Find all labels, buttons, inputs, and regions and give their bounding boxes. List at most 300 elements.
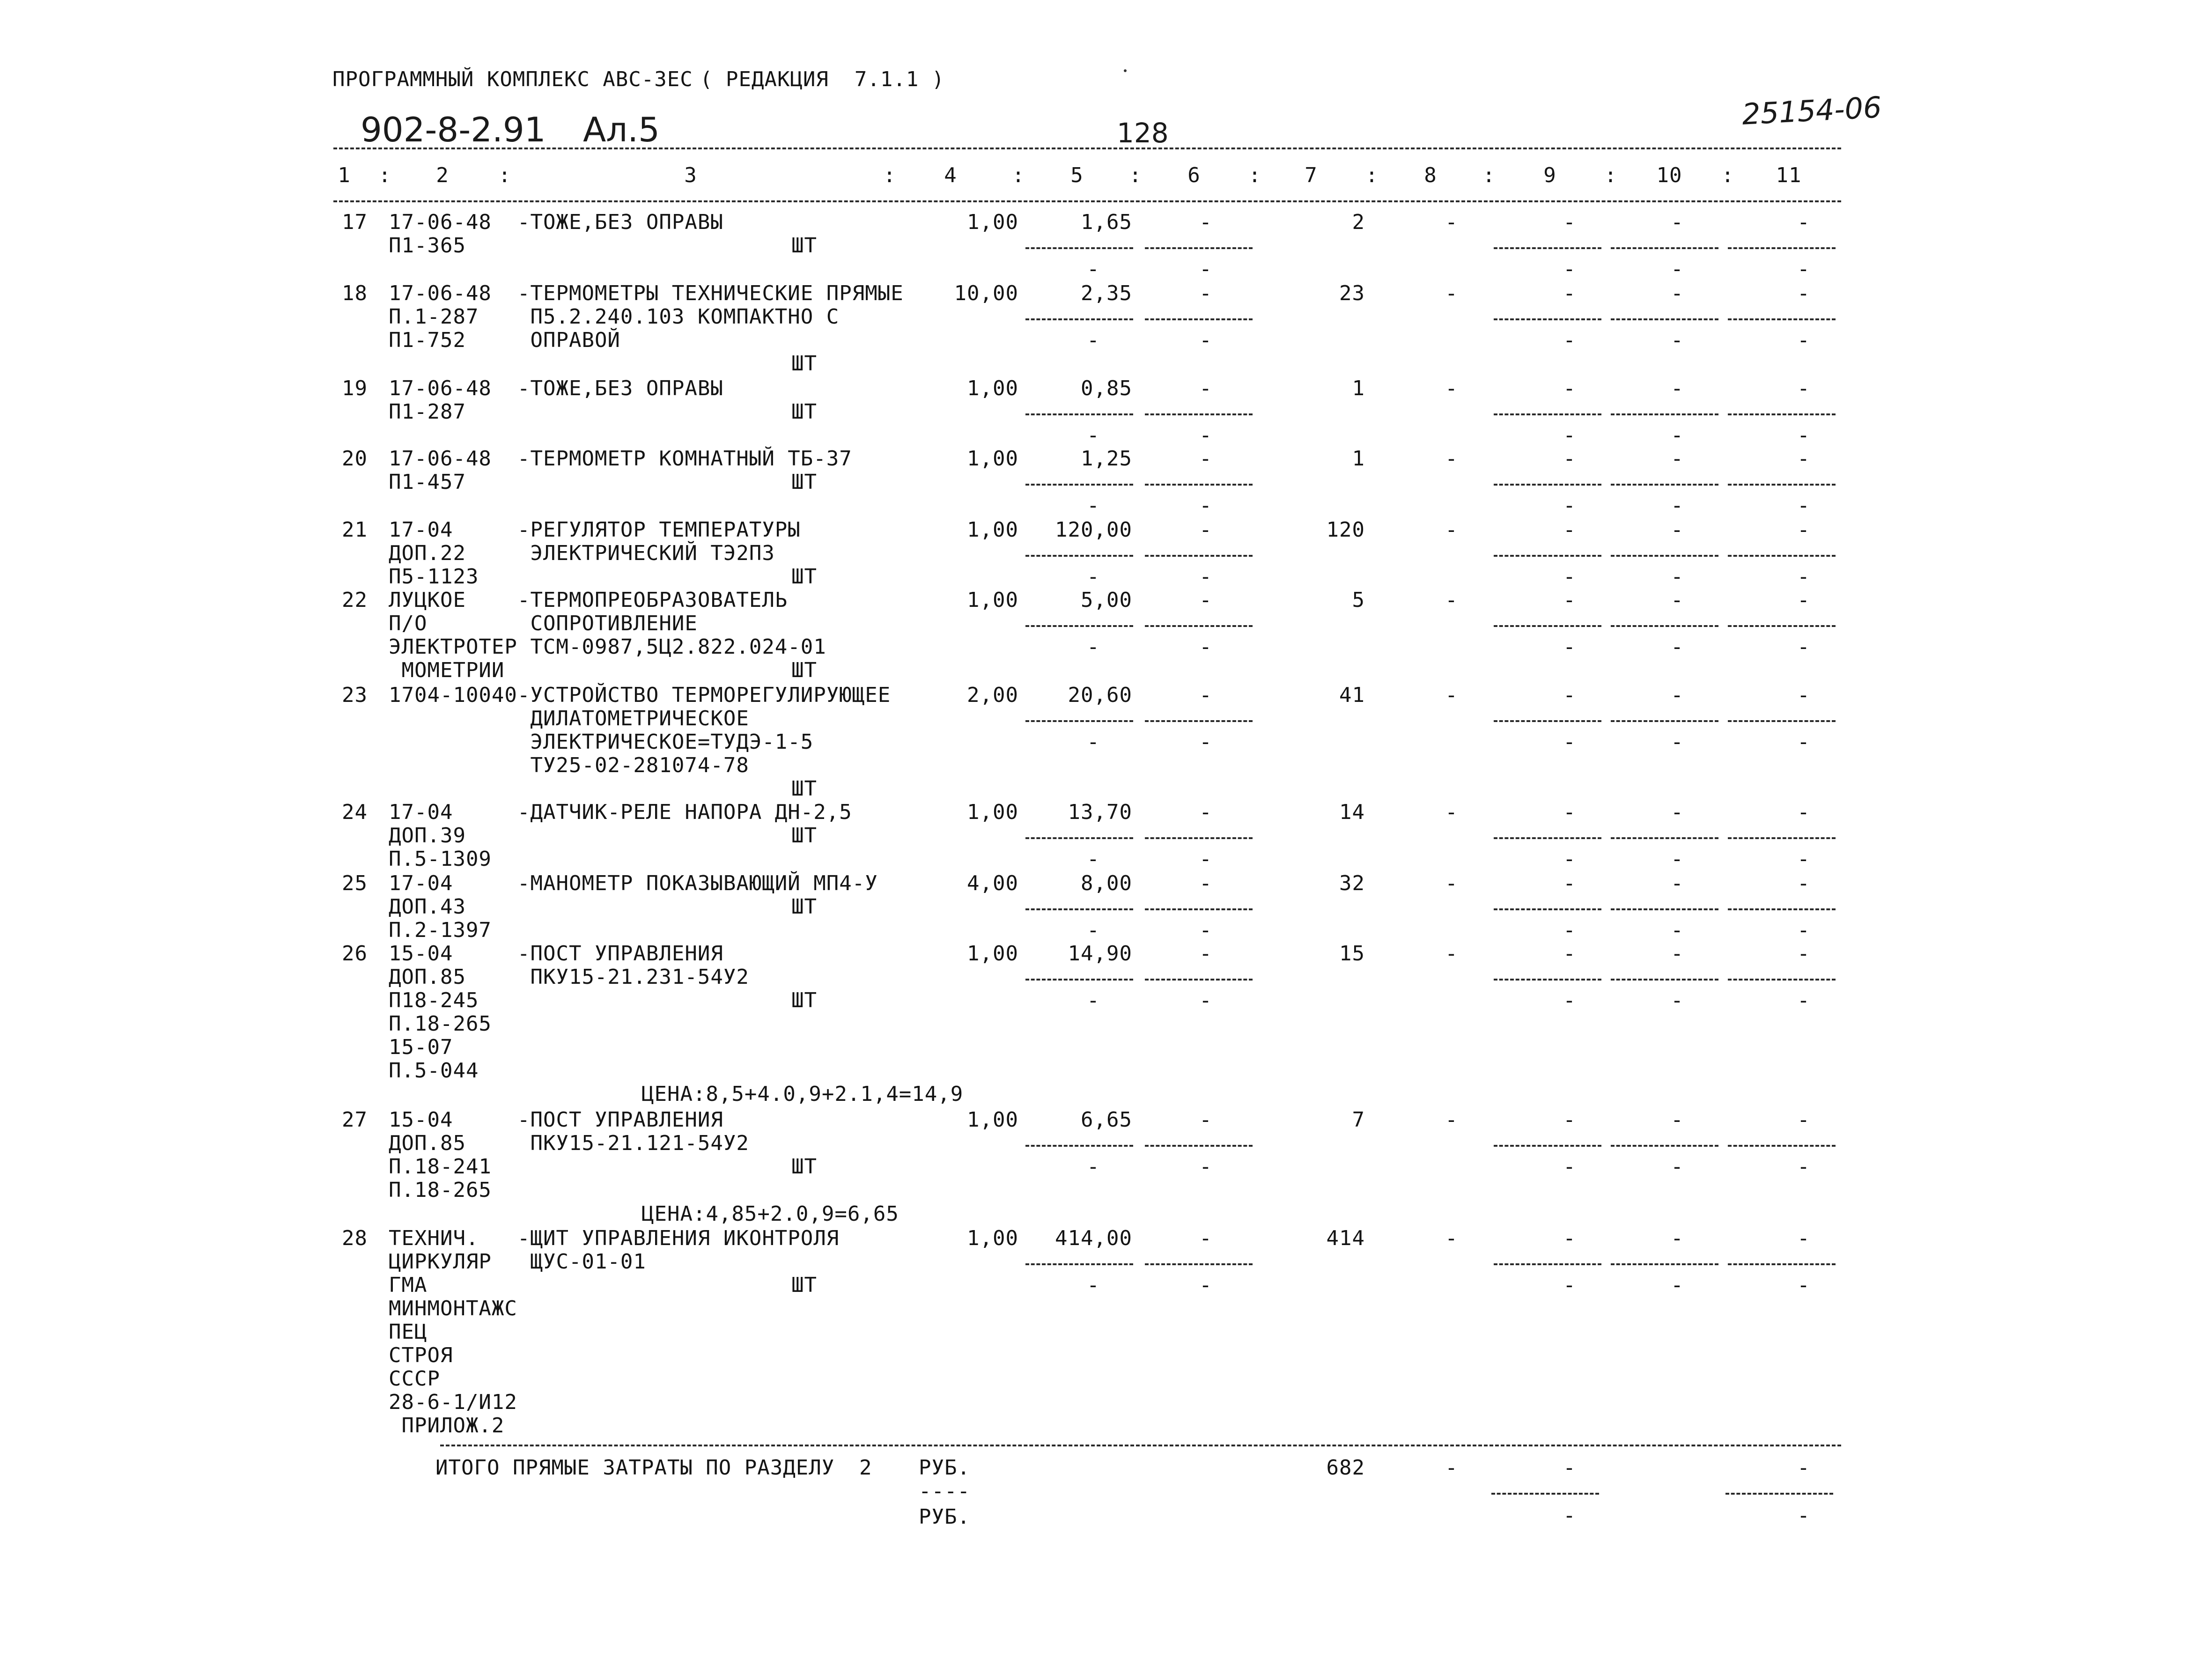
row-rule-c6 (1145, 318, 1253, 320)
total-section: 2 (859, 1456, 872, 1480)
row-rule-c10 (1611, 318, 1718, 320)
row-rule-c10 (1611, 837, 1718, 839)
row-c7: 1 (1352, 376, 1365, 400)
row-rule-c5 (1025, 555, 1133, 557)
row-sub-c5: - (1087, 565, 1100, 589)
row-unit: ШТ (791, 895, 817, 919)
row-c7: 2 (1352, 210, 1365, 234)
row-rule-c10 (1611, 1263, 1718, 1265)
row-code-line: П1-457 (389, 470, 466, 494)
row-c10: - (1671, 1226, 1684, 1250)
column-header-4: 4 (944, 163, 957, 187)
row-number: 19 (342, 376, 368, 400)
row-rule-c11 (1728, 908, 1836, 910)
row-c8: - (1445, 800, 1458, 824)
row-price: 0,85 (1081, 376, 1132, 400)
row-rule-c11 (1728, 625, 1836, 627)
row-unit: ШТ (791, 400, 817, 424)
row-code-line: П.2-1397 (389, 918, 492, 942)
row-sub-c9: - (1563, 730, 1576, 754)
row-sub-c5: - (1087, 730, 1100, 754)
row-sub-c10: - (1671, 1273, 1684, 1297)
row-number: 26 (342, 942, 368, 966)
row-sub-c11: - (1797, 635, 1810, 659)
row-sub-c5: - (1087, 1155, 1100, 1179)
row-sub-c9: - (1563, 423, 1576, 447)
total-c11-rule (1725, 1493, 1833, 1495)
row-rule-c5 (1025, 1145, 1133, 1147)
column-separator: : (1721, 163, 1734, 187)
column-separator: : (1365, 163, 1379, 187)
row-rule-c6 (1145, 720, 1253, 722)
row-c9: - (1563, 588, 1576, 612)
row-sub-c11: - (1797, 730, 1810, 754)
row-code-line: П1-287 (389, 400, 466, 424)
row-sub-c11: - (1797, 918, 1810, 942)
row-price: 1,25 (1081, 447, 1132, 471)
row-desc-line: -ЩИТ УПРАВЛЕНИЯ ИКОНТРОЛЯ (517, 1226, 840, 1250)
column-separator: : (883, 163, 896, 187)
row-qty: 1,00 (967, 1226, 1018, 1250)
total-label: ИТОГО ПРЯМЫЕ ЗАТРАТЫ ПО РАЗДЕЛУ (435, 1456, 835, 1480)
row-code-line: 17-06-48 (389, 376, 492, 400)
row-c11: - (1797, 518, 1810, 542)
row-sub-c6: - (1199, 918, 1212, 942)
row-c8: - (1445, 281, 1458, 305)
row-sub-c11: - (1797, 257, 1810, 281)
column-header-9: 9 (1543, 163, 1556, 187)
row-rule-c11 (1728, 247, 1836, 249)
row-code-line: П18-245 (389, 988, 479, 1012)
row-code-line: ТЕХНИЧ. (389, 1226, 479, 1250)
row-code-line: П.5-044 (389, 1059, 479, 1083)
row-c9: - (1563, 210, 1576, 234)
row-sub-c6: - (1199, 257, 1212, 281)
row-sub-c6: - (1199, 635, 1212, 659)
row-sub-c6: - (1199, 1155, 1212, 1179)
column-separator: : (1012, 163, 1025, 187)
row-code-line: МИНМОНТАЖС (389, 1297, 517, 1320)
row-c10: - (1671, 376, 1684, 400)
row-unit: ШТ (791, 565, 817, 589)
column-separator: : (378, 163, 391, 187)
row-code-line: 28-6-1/И12 (389, 1390, 517, 1414)
row-rule-c6 (1145, 625, 1253, 627)
row-code-line: 17-04 (389, 871, 453, 895)
row-code-line: П1-365 (389, 234, 466, 258)
row-code-line: ЛУЦКОЕ (389, 588, 466, 612)
row-price: 8,00 (1081, 871, 1132, 895)
row-rule-c10 (1611, 247, 1718, 249)
row-c6: - (1199, 447, 1212, 471)
row-sub-c6: - (1199, 847, 1212, 871)
row-rule-c5 (1025, 484, 1133, 486)
row-qty: 1,00 (967, 942, 1018, 966)
total-unit: РУБ. (919, 1456, 970, 1480)
row-sub-c11: - (1797, 565, 1810, 589)
row-c9: - (1563, 1108, 1576, 1132)
row-sub-c10: - (1671, 423, 1684, 447)
row-c6: - (1199, 871, 1212, 895)
row-c11: - (1797, 281, 1810, 305)
column-header-8: 8 (1424, 163, 1437, 187)
row-code-line: ГМА (389, 1273, 428, 1297)
row-c8: - (1445, 942, 1458, 966)
row-desc-line: -ТЕРМОМЕТРЫ ТЕХНИЧЕСКИЕ ПРЯМЫЕ (517, 281, 904, 305)
row-desc-line: ПКУ15-21.121-54У2 (517, 1131, 749, 1155)
row-c6: - (1199, 518, 1212, 542)
row-c10: - (1671, 281, 1684, 305)
row-c6: - (1199, 1226, 1212, 1250)
row-number: 24 (342, 800, 368, 824)
total-c9: - (1563, 1456, 1576, 1480)
row-rule-c9 (1494, 1145, 1601, 1147)
row-sub-c10: - (1671, 257, 1684, 281)
row-code-line: П1-752 (389, 328, 466, 352)
row-rule-c9 (1494, 247, 1601, 249)
row-c8: - (1445, 210, 1458, 234)
row-c8: - (1445, 871, 1458, 895)
row-sub-c11: - (1797, 328, 1810, 352)
row-sub-c5: - (1087, 494, 1100, 517)
row-code-line: ДОП.85 (389, 965, 466, 989)
row-c9: - (1563, 376, 1576, 400)
row-price: 13,70 (1068, 800, 1132, 824)
row-desc-line: П5.2.240.103 КОМПАКТНО С (517, 305, 840, 329)
row-qty: 1,00 (967, 588, 1018, 612)
row-rule-c11 (1728, 318, 1836, 320)
row-sub-c10: - (1671, 635, 1684, 659)
row-sub-c9: - (1563, 494, 1576, 517)
row-desc-line: -РЕГУЛЯТОР ТЕМПЕРАТУРЫ (517, 518, 801, 542)
row-rule-c5 (1025, 908, 1133, 910)
row-rule-c5 (1025, 625, 1133, 627)
row-c11: - (1797, 588, 1810, 612)
row-sub-c6: - (1199, 494, 1212, 517)
total-c9-rule (1491, 1493, 1599, 1495)
row-c6: - (1199, 1108, 1212, 1132)
edition-label: ( РЕДАКЦИЯ 7.1.1 ) (700, 67, 945, 91)
row-rule-c9 (1494, 413, 1601, 415)
row-price: 20,60 (1068, 683, 1132, 707)
row-c9: - (1563, 871, 1576, 895)
row-c10: - (1671, 518, 1684, 542)
row-code-line: ДОП.85 (389, 1131, 466, 1155)
row-rule-c5 (1025, 247, 1133, 249)
row-rule-c9 (1494, 625, 1601, 627)
row-sub-c6: - (1199, 423, 1212, 447)
column-header-6: 6 (1187, 163, 1201, 187)
row-c11: - (1797, 1108, 1810, 1132)
row-code-line: П.5-1309 (389, 847, 492, 871)
row-c9: - (1563, 281, 1576, 305)
row-c7: 15 (1339, 942, 1365, 966)
row-code-line: 17-04 (389, 518, 453, 542)
row-price: 2,35 (1081, 281, 1132, 305)
row-price: 120,00 (1055, 518, 1132, 542)
row-desc-line: СОПРОТИВЛЕНИЕ (517, 612, 698, 635)
row-c7: 23 (1339, 281, 1365, 305)
row-sub-c10: - (1671, 730, 1684, 754)
row-c11: - (1797, 1226, 1810, 1250)
row-code-line: СССР (389, 1367, 440, 1391)
row-rule-c5 (1025, 1263, 1133, 1265)
row-code-line: ДОП.39 (389, 824, 466, 848)
row-c7: 14 (1339, 800, 1365, 824)
total-c11-b: - (1797, 1504, 1810, 1527)
column-header-11: 11 (1776, 163, 1802, 187)
total-c11: - (1797, 1456, 1810, 1480)
row-qty: 10,00 (954, 281, 1018, 305)
row-sub-c11: - (1797, 1155, 1810, 1179)
row-number: 22 (342, 588, 368, 612)
row-sub-c5: - (1087, 328, 1100, 352)
row-sub-c9: - (1563, 1155, 1576, 1179)
row-number: 25 (342, 871, 368, 895)
row-rule-c6 (1145, 837, 1253, 839)
row-c9: - (1563, 683, 1576, 707)
row-sub-c5: - (1087, 988, 1100, 1012)
row-sub-c9: - (1563, 1273, 1576, 1297)
row-c10: - (1671, 210, 1684, 234)
row-unit: ШТ (791, 1273, 817, 1297)
row-rule-c10 (1611, 555, 1718, 557)
row-code-line: 17-06-48 (389, 210, 492, 234)
total-c9-b: - (1563, 1504, 1576, 1527)
row-sub-c6: - (1199, 988, 1212, 1012)
row-c11: - (1797, 871, 1810, 895)
row-desc-line: -ПОСТ УПРАВЛЕНИЯ (517, 942, 723, 966)
row-c10: - (1671, 800, 1684, 824)
row-unit: ШТ (791, 777, 817, 801)
row-code-line: 15-07 (389, 1035, 453, 1059)
row-qty: 1,00 (967, 376, 1018, 400)
column-separator: : (1604, 163, 1617, 187)
doc-number: 902-8-2.91 (361, 110, 546, 149)
row-c11: - (1797, 376, 1810, 400)
row-sub-c10: - (1671, 565, 1684, 589)
row-c9: - (1563, 942, 1576, 966)
row-c6: - (1199, 281, 1212, 305)
row-code-line: П.18-265 (389, 1178, 492, 1202)
row-number: 21 (342, 518, 368, 542)
row-c11: - (1797, 942, 1810, 966)
row-code-line: 15-04 (389, 1108, 453, 1132)
program-title: ПРОГРАММНЫЙ КОМПЛЕКС АВС-3ЕС (332, 67, 693, 91)
row-code-line: 17-06-48 (389, 281, 492, 305)
row-price: 14,90 (1068, 942, 1132, 966)
row-qty: 1,00 (967, 1108, 1018, 1132)
row-rule-c5 (1025, 318, 1133, 320)
row-rule-c11 (1728, 555, 1836, 557)
row-desc-line: ТУ25-02-281074-78 (517, 753, 749, 777)
row-sub-c9: - (1563, 847, 1576, 871)
row-rule-c6 (1145, 1145, 1253, 1147)
row-c10: - (1671, 871, 1684, 895)
row-rule-c11 (1728, 979, 1836, 981)
row-c9: - (1563, 518, 1576, 542)
column-header-3: 3 (684, 163, 697, 187)
row-desc-line: ЭЛЕКТРИЧЕСКОЕ=ТУДЭ-1-5 (517, 730, 814, 754)
row-rule-c9 (1494, 555, 1601, 557)
row-code-line: ПРИЛОЖ.2 (389, 1414, 505, 1438)
row-qty: 1,00 (967, 518, 1018, 542)
column-separator: : (1129, 163, 1142, 187)
row-c7: 1 (1352, 447, 1365, 471)
row-rule-c11 (1728, 484, 1836, 486)
row-code-line: П.18-241 (389, 1155, 492, 1179)
row-rule-c9 (1494, 837, 1601, 839)
row-unit: ШТ (791, 352, 817, 376)
total-c8: - (1445, 1456, 1458, 1480)
row-c8: - (1445, 588, 1458, 612)
page-number: 128 (1117, 117, 1169, 149)
row-desc-line: -ТОЖЕ,БЕЗ ОПРАВЫ (517, 210, 723, 234)
row-sub-c10: - (1671, 988, 1684, 1012)
row-rule-c11 (1728, 413, 1836, 415)
row-rule-c9 (1494, 908, 1601, 910)
row-sub-c9: - (1563, 918, 1576, 942)
album-number: Ал.5 (583, 110, 660, 149)
row-number: 20 (342, 447, 368, 471)
row-price: 1,65 (1081, 210, 1132, 234)
row-rule-c6 (1145, 555, 1253, 557)
row-code-line: 17-06-48 (389, 447, 492, 471)
row-rule-c5 (1025, 413, 1133, 415)
row-rule-c5 (1025, 979, 1133, 981)
row-code-line: 1704-10040 (389, 683, 517, 707)
row-c6: - (1199, 210, 1212, 234)
row-price-note: ЦЕНА:4,85+2.0,9=6,65 (641, 1202, 899, 1226)
row-c9: - (1563, 800, 1576, 824)
row-sub-c6: - (1199, 328, 1212, 352)
row-code-line: ЦИРКУЛЯР (389, 1250, 492, 1274)
row-number: 18 (342, 281, 368, 305)
total-rule (440, 1445, 1841, 1446)
column-header-5: 5 (1070, 163, 1084, 187)
row-desc-line: ТСМ-0987,5Ц2.822.024-01 (517, 635, 826, 659)
row-rule-c10 (1611, 484, 1718, 486)
row-rule-c5 (1025, 837, 1133, 839)
column-separator: : (498, 163, 511, 187)
row-unit: ШТ (791, 988, 817, 1012)
row-rule-c10 (1611, 979, 1718, 981)
row-c8: - (1445, 1108, 1458, 1132)
row-c7: 414 (1326, 1226, 1365, 1250)
row-code-line: П.18-265 (389, 1012, 492, 1036)
row-unit: ШТ (791, 658, 817, 682)
row-qty: 4,00 (967, 871, 1018, 895)
row-sub-c5: - (1087, 847, 1100, 871)
row-c8: - (1445, 376, 1458, 400)
row-sub-c5: - (1087, 257, 1100, 281)
row-sub-c9: - (1563, 565, 1576, 589)
row-c6: - (1199, 683, 1212, 707)
row-rule-c10 (1611, 720, 1718, 722)
row-unit: ШТ (791, 470, 817, 494)
header-rule-top (333, 147, 1841, 149)
row-sub-c6: - (1199, 565, 1212, 589)
row-rule-c6 (1145, 247, 1253, 249)
row-rule-c11 (1728, 1145, 1836, 1147)
row-rule-c6 (1145, 484, 1253, 486)
row-c7: 7 (1352, 1108, 1365, 1132)
row-c6: - (1199, 800, 1212, 824)
row-code-line: МОМЕТРИИ (389, 658, 505, 682)
row-c11: - (1797, 683, 1810, 707)
row-c10: - (1671, 447, 1684, 471)
row-rule-c9 (1494, 720, 1601, 722)
row-rule-c10 (1611, 908, 1718, 910)
total-sep: ---- (919, 1479, 970, 1503)
scan-dot (1124, 69, 1127, 72)
row-code-line: ДОП.43 (389, 895, 466, 919)
row-rule-c6 (1145, 979, 1253, 981)
row-code-line: П/О (389, 612, 428, 635)
row-c7: 5 (1352, 588, 1365, 612)
row-sub-c10: - (1671, 918, 1684, 942)
row-code-line: 17-04 (389, 800, 453, 824)
row-price-note: ЦЕНА:8,5+4.0,9+2.1,4=14,9 (641, 1082, 964, 1106)
row-number: 23 (342, 683, 368, 707)
column-header-7: 7 (1305, 163, 1318, 187)
row-rule-c9 (1494, 1263, 1601, 1265)
row-c8: - (1445, 447, 1458, 471)
row-rule-c6 (1145, 413, 1253, 415)
row-c9: - (1563, 1226, 1576, 1250)
row-c6: - (1199, 376, 1212, 400)
row-sub-c6: - (1199, 1273, 1212, 1297)
row-rule-c9 (1494, 979, 1601, 981)
row-sub-c9: - (1563, 257, 1576, 281)
row-qty: 1,00 (967, 447, 1018, 471)
total-unit-2: РУБ. (919, 1505, 970, 1529)
row-sub-c10: - (1671, 1155, 1684, 1179)
row-price: 5,00 (1081, 588, 1132, 612)
row-c7: 41 (1339, 683, 1365, 707)
row-unit: ШТ (791, 234, 817, 258)
row-sub-c11: - (1797, 494, 1810, 517)
row-desc-line: ЭЛЕКТРИЧЕСКИЙ ТЭ2П3 (517, 541, 775, 565)
row-rule-c5 (1025, 720, 1133, 722)
column-header-1: 1 (338, 163, 351, 187)
row-sub-c10: - (1671, 847, 1684, 871)
row-c11: - (1797, 210, 1810, 234)
handwritten-stamp: 25154-06 (1741, 90, 1883, 132)
column-header-10: 10 (1656, 163, 1682, 187)
row-c10: - (1671, 683, 1684, 707)
row-c11: - (1797, 447, 1810, 471)
row-number: 17 (342, 210, 368, 234)
row-c6: - (1199, 588, 1212, 612)
row-rule-c10 (1611, 625, 1718, 627)
row-sub-c6: - (1199, 730, 1212, 754)
row-code-line: СТРОЯ (389, 1343, 453, 1367)
row-rule-c10 (1611, 413, 1718, 415)
row-rule-c9 (1494, 318, 1601, 320)
column-separator: : (1482, 163, 1496, 187)
row-desc-line: -МАНОМЕТР ПОКАЗЫВАЮЩИЙ МП4-У (517, 871, 878, 895)
column-separator: : (1248, 163, 1261, 187)
row-unit: ШТ (791, 1155, 817, 1179)
row-c9: - (1563, 447, 1576, 471)
row-c7: 120 (1326, 518, 1365, 542)
row-qty: 1,00 (967, 800, 1018, 824)
row-desc-line: ПКУ15-21.231-54У2 (517, 965, 749, 989)
row-desc-line: ЩУС-01-01 (517, 1250, 646, 1274)
row-rule-c6 (1145, 908, 1253, 910)
row-rule-c11 (1728, 1263, 1836, 1265)
